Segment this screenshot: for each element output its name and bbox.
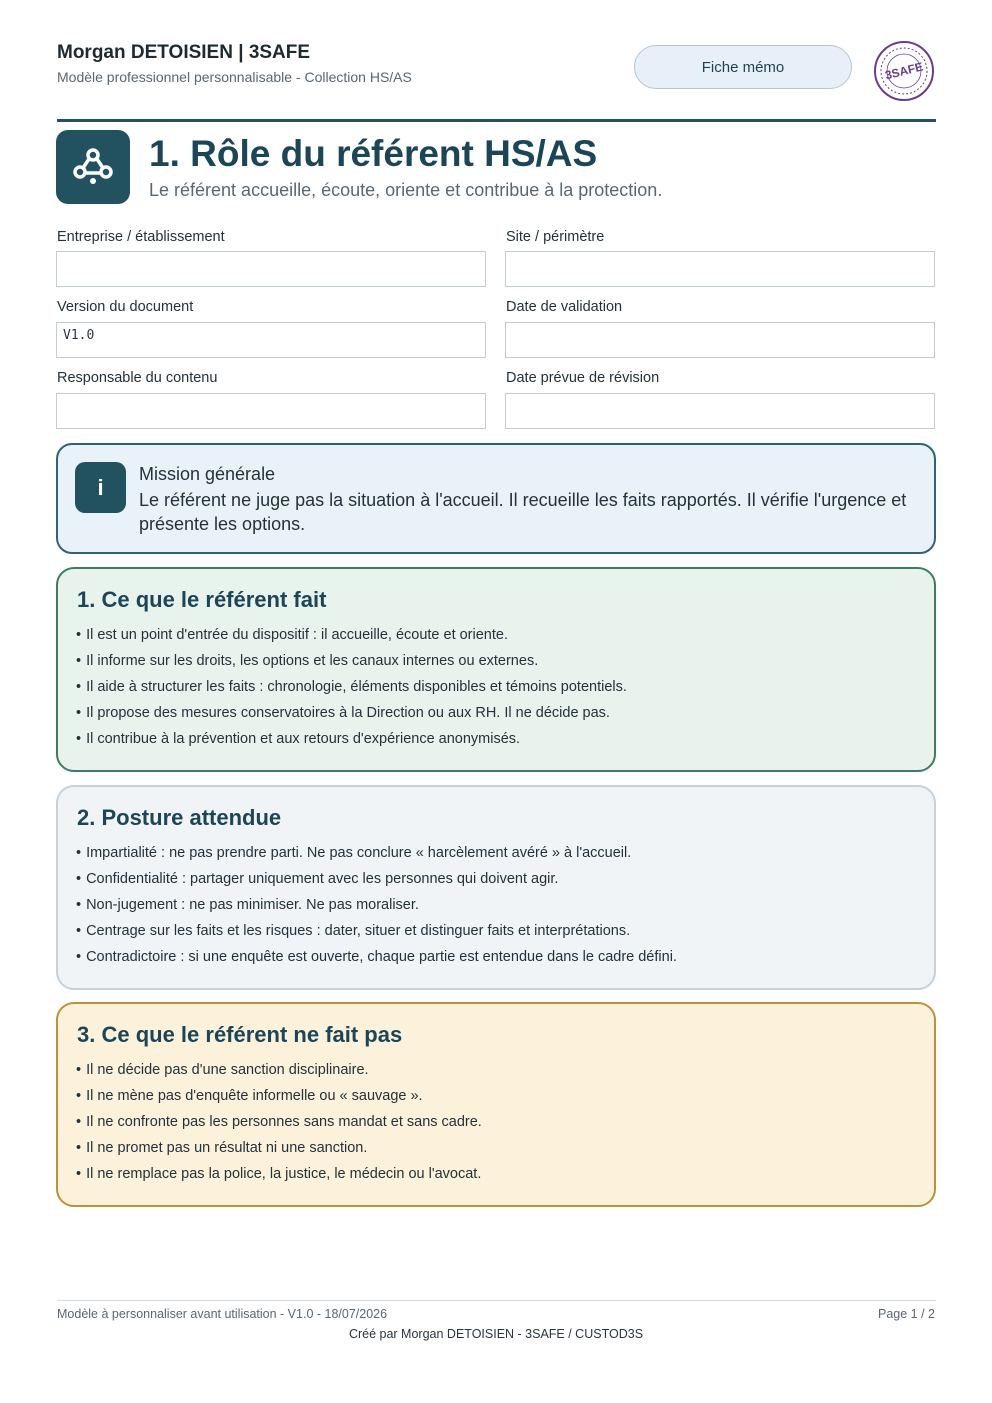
header-divider [57,119,936,122]
revision-date-label: Date prévue de révision [506,370,660,386]
enterprise-label: Entreprise / établissement [57,229,225,245]
validation-date-label: Date de validation [506,299,623,315]
collection-subtitle: Modèle professionnel personnalisable - Collection HS/AS [57,69,412,85]
fiche-memo-label: Fiche mémo [701,58,785,76]
seal-logo-icon [871,40,937,102]
validation-date-field[interactable] [505,322,935,358]
list-item: • Il ne décide pas d'une sanction disciplinaire. [76,1057,482,1083]
section-role-does-not [56,1002,936,1207]
revision-date-field[interactable] [505,393,935,429]
section-role-does [56,567,936,772]
list-item: • Il est un point d'entrée du dispositif : il accueille, écoute et oriente. [76,622,627,648]
author-name: Morgan DETOISIEN | 3SAFE [57,42,311,63]
mission-title: Mission générale [139,464,276,484]
version-field[interactable]: V1.0 [56,322,486,358]
section-title: 2. Posture attendue [77,805,282,830]
list-item: • Il ne remplace pas la police, la justice, le médecin ou l'avocat. [76,1161,482,1187]
network-nodes-icon [56,130,130,204]
list-item: • Contradictoire : si une enquête est ouverte, chaque partie est entendue dans le cadre défini. [76,944,677,970]
section-title: 3. Ce que le référent ne fait pas [77,1022,403,1047]
list-item: • Il ne mène pas d'enquête informelle ou « sauvage ». [76,1083,482,1109]
mission-text: Le référent ne juge pas la situation à l'accueil. Il recueille les faits rapportés. Il vérifie l'urgence et présente les options. [139,490,907,534]
list-item: • Il informe sur les droits, les options et les canaux internes ou externes. [76,648,627,674]
list-item: • Il ne confronte pas les personnes sans mandat et sans cadre. [76,1109,482,1135]
list-item: • Confidentialité : partager uniquement avec les personnes qui doivent agir. [76,866,677,892]
section-list [76,840,677,970]
section-list [76,1057,482,1187]
site-field[interactable] [505,251,935,287]
list-item: • Impartialité : ne pas prendre parti. Ne pas conclure « harcèlement avéré » à l'accueil. [76,840,677,866]
logo-text: 3SAFE [883,59,925,83]
list-item: • Il contribue à la prévention et aux retours d'expérience anonymisés. [76,726,627,752]
list-item: • Il ne promet pas un résultat ni une sanction. [76,1135,482,1161]
info-icon: i [75,462,126,513]
fiche-memo-badge [634,45,852,89]
footer-version-note: Modèle à personnaliser avant utilisation - V1.0 - 18/07/2026 [57,1307,388,1321]
page-subtitle: Le référent accueille, écoute, oriente et contribue à la protection. [149,180,663,200]
owner-field[interactable] [56,393,486,429]
section-list [76,622,627,752]
footer-divider [57,1300,936,1301]
site-label: Site / périmètre [506,229,605,245]
list-item: • Il propose des mesures conservatoires à la Direction ou aux RH. Il ne décide pas. [76,700,627,726]
enterprise-field[interactable] [56,251,486,287]
section-title: 1. Ce que le référent fait [77,587,327,612]
section-expected-posture [56,785,936,990]
version-label: Version du document [57,299,194,315]
page-title: 1. Rôle du référent HS/AS [149,133,598,174]
footer-credits: Créé par Morgan DETOISIEN - 3SAFE / CUSTOD3S [348,1327,644,1341]
page-number: Page 1 / 2 [878,1307,935,1321]
list-item: • Non-jugement : ne pas minimiser. Ne pas moraliser. [76,892,677,918]
list-item: • Centrage sur les faits et les risques : dater, situer et distinguer faits et interprétations. [76,918,677,944]
owner-label: Responsable du contenu [57,370,218,386]
list-item: • Il aide à structurer les faits : chronologie, éléments disponibles et témoins potentiels. [76,674,627,700]
